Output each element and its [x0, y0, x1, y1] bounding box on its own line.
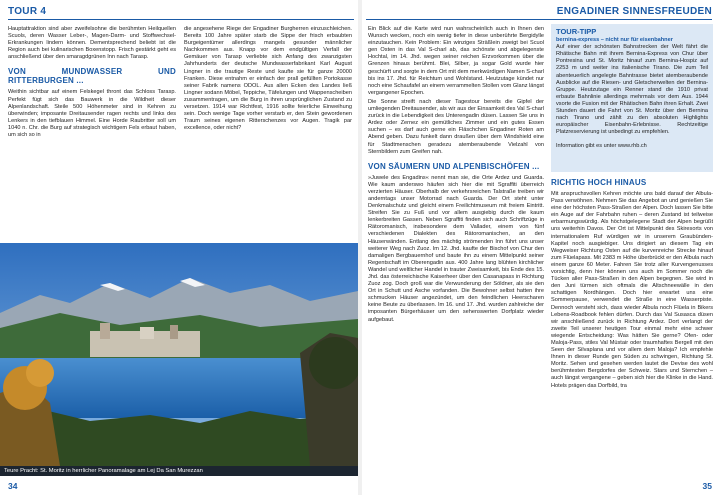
- body-paragraph: Ein Blick auf die Karte wird nun wahrscheinlich auch in Ihnen den Wunsch wecken, noch ein wenig tiefer in diese unberührte Bergidylle einzutauchen. Kein Problem: Ein winziges Sträßlein zweigt bei Scuol gen Osten in das Val S-charl ab, das schönste und abgelegenste Hochtal, im 14. Jhd. wegen seiner reichen Erzvorkommen über die Grenzen hinaus berühmt. Blei, Silber, ja sogar Gold wurde hier geschürft und sorgte in dem Ort mit dem merkwürdigen Namen S-charl bis ins 17. Jhd. für Reichtum und Wohlstand. Heutzutage kündet nur noch eine Schaufafel an einem verrammelten Stollen vom Glanz längst vergangener Epochen.: [368, 26, 544, 96]
- intro-paragraph: Hauptattraktion sind aber zweifelsohne die berühmten Heilquellen Scuols, deren Wasser Leber-, Magen-Darm- und Stoffwechsel-Erkrankungen lindern können. Dementsprechend beliebt ist die Region auch bei kulinarischen Boxenstopp. Frisch gestärkt geht es anschließend über den smaragdgrünen Inn nach Tarasp.: [8, 26, 176, 61]
- body-paragraph: Weithin sichtbar auf einem Felskegel thront das Schloss Tarasp. Perfekt fügt sich das Bauwerk in die Wildheit dieser Alpenlandschaft. Steile 500 Höhenmeter sind in Kehren zu überwinden; imposante Dreitausender ragen rechts und links des Lenkers in den tiefblauen Himmel. Eine Horde Raubritter soll um 1040 n. Chr. die Burg auf strategisch wichtigem Fels erbaut haben, um sich so in: [8, 89, 176, 139]
- body-paragraph: die angesehene Riege der Engadiner Burgherren einzuschleichen. Bereits 100 Jahre später starb die Sippe der frisch erbaubten Burgeigentümer allerdings mangels gesunder männlicher Nachkommen aus. Knapp vor dem endgültigen Verfall der Gemäuer von Tarasp verliebte sich Anfang des zwanzigsten Jahrhunderts der deutsche Mundwasserfabrikant Karl August Lingner in die trautige Reste und kaufte sie für ganze 20000 Franken. Diese entnahm er einfach der prall gefüllten Portokasse seiner Fabrik namens ODOL. Aus allen Ecken des Landes ließ Lingner sodann Möbel, Teppiche, Täfelungen und Wappenscheiben zusammentragen, um die Burg in ihren ursprünglichen Zustand zu versetzen. 1914 war Richtfest, 1916 sollte feierliche Einweihung sein. Doch wenige Tage vorher verstarb er, den Stein gewordenen Traum seines eigenen Ritterschenzes vor Augen. Tragik par excellence, oder nicht?: [184, 26, 352, 132]
- left-column-1: [8, 26, 176, 240]
- running-head-rule-right: [366, 19, 712, 20]
- body-paragraph: »Juwele des Engadins« nennt man sie, die Orte Ardez und Guarda. Wie kaum anderswo häufen sich hier die mit Sgraffiti überreich verzierten Häuser. Oberhalb der verkehrsreichen Talstraße treiben wir anderntags unser Motorrad nach Guarda. Der Ort steht unter Denkmalschutz und gleicht einem Freilichtmuseum mit freiem Eintritt. Streifen Sie zu Fuß und vor allem ausgiebig durch die kaum lenkerbreiten Gassen. Neben Sgraffiti finden sich auch Schriftzüge in Rätoromanisch, insbesondere dem Vallader, einem von fünf verschiedenen Dialekten des Rätoromanischen, an den Häuserwänden. Entlang des mächtig strömenden Inn führt uns unser weiterer Weg nach Zuoz. Im 12. Jhd. kaufte der Bischof von Chur den damaligen Bergbauernhof und baute ihn zu einem Mittelpunkt seiner Regentschaft im Oberengadin aus. 400 Jahre lang blühten kirchlicher Wandel und weltlicher Handel in trauter Zweisamkeit, bis Ende des 15. Jhd. das österreichische Kaiserheer über den Casanapass in Richtung Zuoz zog. Doch groß war die Verwunderung der Söldner, als sie den Ort in Schutt und Asche vorfanden. Die Bewohner selbst hatten ihre schmucken Häuser angezündet, um den feindlichen Heerscharen keine Beute zu überlassen. Im 16. und 17. Jhd. wurden zahlreiche der imposanten Bürgerhäuser um den sehenswerten Dorfplatz wieder aufgebaut.: [368, 174, 544, 323]
- page-number-right: 35: [702, 481, 712, 491]
- body-paragraph: Die Sonne streift nach dieser Tagestour bereits die Gipfel der umliegenden Dreitausender, als wir aus der Einsamkeit des Val S-charl zurück in die Lebendigkeit des Unterengadin düsen. Lassen Sie uns in Ardez oder Zernez ein gemütliches Zimmer und ein gutes Essen suchen – es darf auch gerne ein Fläschchen Engadiner Roten am Abend geben. Dazu funkelt dann draußen über dem Windshield eine für Stadtmenschen geradezu atemberaubende Vielzahl von Sternbildern zum Greifen nah.: [368, 98, 544, 155]
- tour-tip-title: TOUR-TIPP: [556, 27, 597, 36]
- right-column-2: [551, 174, 713, 476]
- photo-caption: Teure Pracht: St. Moritz in herrlicher Panoramalage am Lej Da San Murezzan: [0, 466, 358, 476]
- tour-tip-link: Information gibt es unter www.rhb.ch: [556, 143, 647, 150]
- right-page: [362, 0, 720, 495]
- running-head-left: TOUR 4: [8, 6, 47, 17]
- running-head-rule-left: [8, 19, 354, 20]
- tour-tip-box: [551, 24, 713, 172]
- section-heading-ritterburgen: VON MUNDWASSER UND RITTERBURGEN ...: [8, 67, 176, 86]
- page-number-left: 34: [8, 481, 18, 491]
- tour-tip-body: Auf einer der schönsten Bahnstrecken der Welt fährt die Rhätische Bahn mit ihrem Bernina-Express von Chur über Pontresina und St. Moritz hinauf zum Bernina-Hospiz auf 2253 m und weiter ins italienische Tirano. Die zum Teil abenteuerlich angelegte Bahntrasse bietet atemberaubende Ausblicke auf die Riesen- und Gletscherwelten der Bernina-Gruppe. Heutzutage ein Renner stand die 1910 privat erbaute Bahnlinie allerdings mehrmals vor dem Aus. 1944 vsorte die Fusion mit der Rhätischen Bahn ihren Erhalt. Zwei Stunden dauert die Fahrt von St. Moritz über den Bernina nach Tirano und zählt zu den absoluten Highlights europäischer Eisenbahn-Erlebnisse. Rechtzeitige Platzreservierung ist unbedingt zu empfehlen.: [556, 44, 708, 136]
- body-paragraph: Mit anspruchsvollen Kehren möchte uns bald darauf der Albula-Pass verwöhnen. Nehmen Sie das Angebot an und genießen Sie eine der höchsten Pass-Straßen der Alpen. Doch lassen Sie bitte ein Auge auf der Fahrbahn ruhen – deren Zustand ist teilweise erbarmungswürdig. Als höchstgelegene Stadt der Alpen begrüßt uns weiterhin Davos. Der Ort ist Mittelpunkt des Skiresorts von internationalem Ruf würdigen wir in unserem Graubünden-Kapitel noch ausgiebiger. Uns dirigiert an diesem Tag ein Wegweiser Richtung Osten auf die kurvenreiche Strecke hinauf zum Flüelapass. Mit 2383 m Höhe überbrückt er den Albula nach einem ganze 60 Meter. Fahren Sie trotz aller Kurvengenusses vorsichtig, denn hier können uns auch im Sommer noch die Tücken aller Pass-Straßen in den Alpen begegnen. Sie wird in den Juni türmen sich oftmals die Altschneewälle in den schattigen Nordhängen. Doch hier erwartet uns eine Sommerpause, verwendet die Straße in eine Wasserpiste. Dennoch versteht sich, dass wieder Albula noch Flüela in Bikers Lebens-Roadbook fehlen dürfen. Durch das Val Susasca düsen wir anschließend zurück in Richtung Ardez. Dort verlangt der zweite Teil unserer heutigen Tour einmal mehr eine schwer wiegende Entscheidung: Was hätten Sie gerne? Ofen- oder Maloja-Pass, stiles Val Müstair oder traumhaftes Bergell mit den Seen der Silvaplana und vor allem dem Maloja? Ich empfehle Ihnen in dieser Runde gen Süden zu schwingen, Richtung St. Moritz. Sehen und gesehen werden lautet die Devise des wohl berühmtesten Bergdorfes der Schweiz. Stars und Sternchen – auch längst vergangene – geben sich hier die Klinke in die Hand. Hotels prägen das Dorfbild, tra: [551, 191, 713, 389]
- section-heading-saeumern: VON SÄUMERN UND ALPENBISCHÖFEN ...: [368, 161, 540, 171]
- left-column-2: [184, 26, 352, 240]
- tour-tip-subtitle: bernina-express – nicht nur für eisenbahner: [556, 37, 673, 44]
- right-column-1: [368, 26, 544, 476]
- left-page: [0, 0, 358, 495]
- running-head-right: ENGADINER SINNESFREUDEN: [556, 6, 712, 17]
- section-heading-hoch-hinaus: RICHTIG HOCH HINAUS: [551, 178, 647, 187]
- st-moritz-photo: [0, 243, 358, 466]
